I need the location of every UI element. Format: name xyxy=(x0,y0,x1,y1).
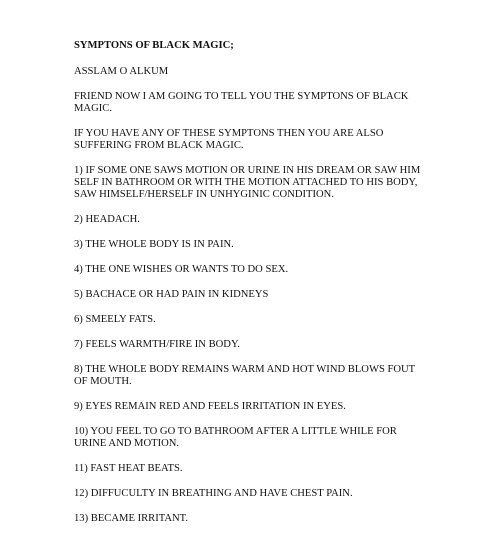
list-item: 8) THE WHOLE BODY REMAINS WARM AND HOT WIND BLOWS FOUT OF MOUTH. xyxy=(74,364,415,387)
document-page xyxy=(74,40,424,538)
list-item: 12) DIFFUCULTY IN BREATHING AND HAVE CHEST PAIN. xyxy=(74,488,353,499)
condition-paragraph: IF YOU HAVE ANY OF THESE SYMPTONS THEN YOU ARE ALSO SUFFERING FROM BLACK MAGIC. xyxy=(74,128,384,151)
list-item: 1) IF SOME ONE SAWS MOTION OR URINE IN HIS DREAM OR SAW HIM SELF IN BATHROOM OR WITH THE MOTION ATTACHED TO HIS BODY, SAW HIMSELF/HERSELF IN UNHYGINIC CONDITION. xyxy=(74,165,421,200)
document-title: SYMPTONS OF BLACK MAGIC; xyxy=(74,40,234,51)
list-item: 7) FEELS WARMTH/FIRE IN BODY. xyxy=(74,339,240,350)
symptom-list xyxy=(74,165,424,525)
list-item: 13) BECAME IRRITANT. xyxy=(74,513,189,524)
list-item: 2) HEADACH. xyxy=(74,214,140,225)
greeting: ASSLAM O ALKUM xyxy=(74,66,169,77)
list-item: 6) SMEELY FATS. xyxy=(74,314,156,325)
list-item: 11) FAST HEAT BEATS. xyxy=(74,463,183,474)
list-item: 5) BACHACE OR HAD PAIN IN KIDNEYS xyxy=(74,289,269,300)
intro-paragraph: FRIEND NOW I AM GOING TO TELL YOU THE SYMPTONS OF BLACK MAGIC. xyxy=(74,91,409,114)
list-item: 3) THE WHOLE BODY IS IN PAIN. xyxy=(74,239,234,250)
list-item: 10) YOU FEEL TO GO TO BATHROOM AFTER A LITTLE WHILE FOR URINE AND MOTION. xyxy=(74,426,397,449)
list-item: 9) EYES REMAIN RED AND FEELS IRRITATION IN EYES. xyxy=(74,401,346,412)
list-item: 4) THE ONE WISHES OR WANTS TO DO SEX. xyxy=(74,264,289,275)
